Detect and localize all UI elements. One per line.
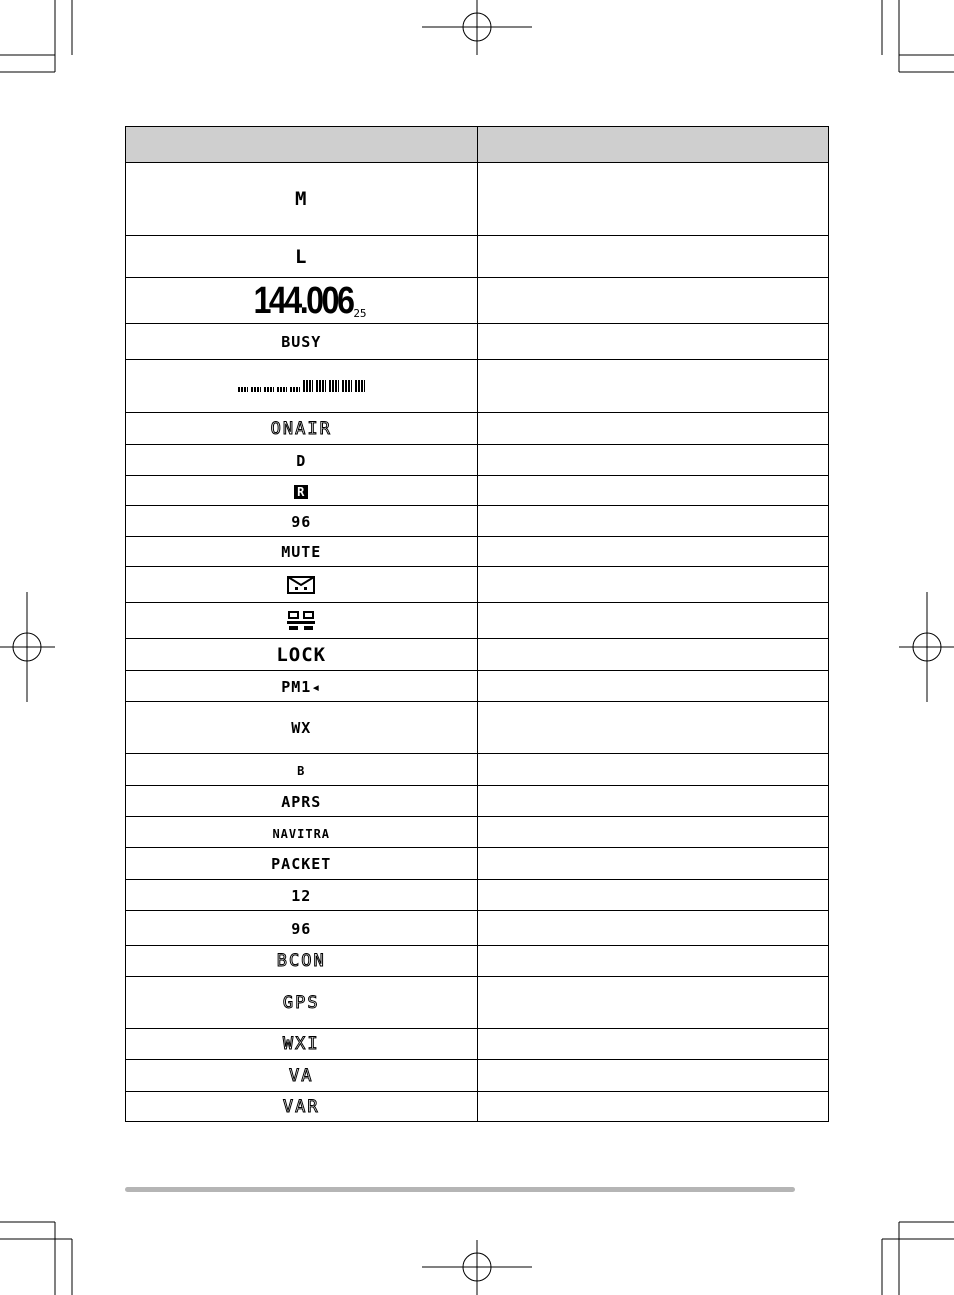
table-header-row [126, 127, 829, 163]
description-cell-va [477, 1060, 829, 1092]
s-meter-segment [303, 380, 313, 392]
indicator-96a: 96 [291, 512, 312, 531]
indicator-cell-gps [126, 977, 478, 1029]
s-meter-segment [238, 387, 248, 392]
indicator-12: 12 [291, 886, 312, 905]
header-indicator [126, 127, 478, 163]
table-row [126, 671, 829, 702]
description-cell-d [477, 445, 829, 476]
indicator-cell-96a [126, 506, 478, 537]
frequency-sub: 25 [353, 306, 367, 320]
indicator-va: VA [289, 1065, 314, 1086]
indicator-packet: PACKET [271, 855, 332, 873]
description-cell-l [477, 236, 829, 278]
description-cell-12 [477, 880, 829, 911]
description-cell-r [477, 476, 829, 506]
table-row [126, 639, 829, 671]
table-row [126, 603, 829, 639]
indicator-pm1: PM1◂ [281, 677, 322, 696]
indicator-mute: MUTE [281, 543, 322, 561]
table-row [126, 324, 829, 360]
indicator-cell-va [126, 1060, 478, 1092]
table-row [126, 537, 829, 567]
s-meter-icon [238, 378, 365, 392]
s-meter-segment [342, 380, 352, 392]
table-row [126, 163, 829, 236]
indicator-cell-mute [126, 537, 478, 567]
indicator-aprs: APRS [281, 792, 322, 811]
table-row [126, 1029, 829, 1060]
description-cell-dual [477, 603, 829, 639]
description-cell-mute [477, 537, 829, 567]
description-cell-aprs [477, 786, 829, 817]
indicator-bcon: BCON [276, 951, 326, 971]
indicator-onair: ONAIR [270, 418, 332, 439]
s-meter-segment [355, 380, 365, 392]
frequency-display [236, 279, 367, 322]
s-meter-segment [329, 380, 339, 392]
description-cell-96b [477, 911, 829, 946]
indicator-cell-12 [126, 880, 478, 911]
indicator-cell-dual [126, 603, 478, 639]
indicator-cell-var [126, 1092, 478, 1122]
table-row [126, 360, 829, 413]
indicator-lock: LOCK [276, 643, 327, 666]
description-cell-navitra [477, 817, 829, 848]
indicator-cell-wxi [126, 1029, 478, 1060]
description-cell-msg [477, 567, 829, 603]
indicator-cell-onair [126, 413, 478, 445]
indicator-cell-d [126, 445, 478, 476]
indicator-table-body [126, 163, 829, 1122]
s-meter-segment [264, 387, 274, 392]
indicator-cell-m [126, 163, 478, 236]
table-row [126, 413, 829, 445]
table-row [126, 786, 829, 817]
indicator-gps: GPS [282, 992, 320, 1013]
description-cell-var [477, 1092, 829, 1122]
indicator-cell-packet [126, 848, 478, 880]
table-row [126, 1092, 829, 1122]
indicator-96b: 96 [291, 919, 312, 938]
description-cell-freq [477, 278, 829, 324]
indicator-cell-freq [126, 278, 478, 324]
indicator-cell-b [126, 754, 478, 786]
description-cell-packet [477, 848, 829, 880]
table-row [126, 880, 829, 911]
indicator-navitra: NAVITRA [272, 826, 331, 841]
indicator-cell-r [126, 476, 478, 506]
description-cell-96a [477, 506, 829, 537]
description-cell-m [477, 163, 829, 236]
table-row [126, 567, 829, 603]
description-cell-lock [477, 639, 829, 671]
indicator-cell-msg [126, 567, 478, 603]
table-row [126, 754, 829, 786]
message-icon [286, 574, 316, 596]
table-row [126, 236, 829, 278]
table-row [126, 702, 829, 754]
indicator-cell-bcon [126, 946, 478, 977]
s-meter-segment [290, 387, 300, 392]
description-cell-bcon [477, 946, 829, 977]
indicator-cell-96b [126, 911, 478, 946]
description-cell-smeter [477, 360, 829, 413]
description-cell-onair [477, 413, 829, 445]
indicator-cell-l [126, 236, 478, 278]
indicator-busy: BUSY [281, 333, 322, 351]
indicator-cell-wx [126, 702, 478, 754]
indicator-r: R [294, 485, 308, 499]
table-row [126, 1060, 829, 1092]
s-meter-segment [277, 387, 287, 392]
indicator-cell-smeter [126, 360, 478, 413]
table-row [126, 817, 829, 848]
indicator-cell-pm1 [126, 671, 478, 702]
indicator-b: B [297, 764, 306, 778]
description-cell-gps [477, 977, 829, 1029]
indicator-m: M [295, 188, 308, 210]
frequency-main: 144.006 [253, 279, 353, 322]
description-cell-wx [477, 702, 829, 754]
indicator-d: D [296, 451, 307, 470]
indicator-var: VAR [282, 1096, 320, 1117]
indicator-l: L [295, 245, 308, 268]
description-cell-b [477, 754, 829, 786]
dual-band-icon [286, 610, 316, 632]
table-row [126, 977, 829, 1029]
header-description [477, 127, 829, 163]
s-meter-segment [316, 380, 326, 392]
table-row [126, 278, 829, 324]
table-row [126, 476, 829, 506]
s-meter-segment [251, 387, 261, 392]
table-row [126, 506, 829, 537]
table-row [126, 946, 829, 977]
table-row [126, 848, 829, 880]
indicator-cell-busy [126, 324, 478, 360]
description-cell-wxi [477, 1029, 829, 1060]
indicator-table [125, 126, 829, 1122]
indicator-cell-lock [126, 639, 478, 671]
footer-rule [125, 1187, 795, 1192]
description-cell-pm1 [477, 671, 829, 702]
table-row [126, 911, 829, 946]
indicator-cell-navitra [126, 817, 478, 848]
indicator-cell-aprs [126, 786, 478, 817]
indicator-wxi: WXI [282, 1034, 320, 1054]
description-cell-busy [477, 324, 829, 360]
table-row [126, 445, 829, 476]
indicator-wx: WX [291, 719, 312, 737]
